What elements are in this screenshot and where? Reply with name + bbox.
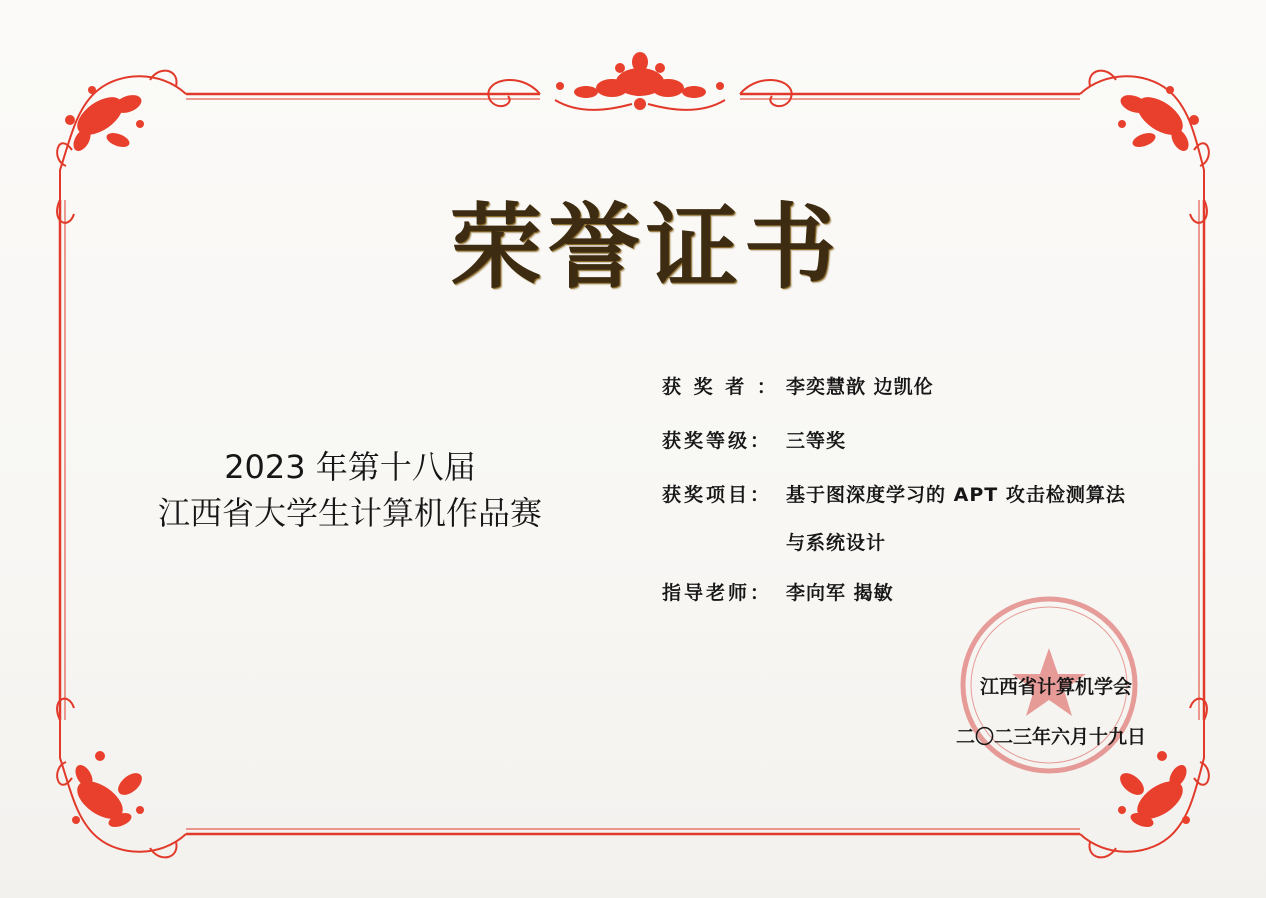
level-value: 三等奖 <box>786 430 847 452</box>
project-value-line-1: 基于图深度学习的 APT 攻击检测算法 <box>786 484 1126 506</box>
level-label: 获奖等级： <box>662 430 773 452</box>
issuer-organization: 江西省计算机学会 <box>980 676 1133 698</box>
issue-date: 二〇二三年六月十九日 <box>956 726 1147 748</box>
competition-line-2: 江西省大学生计算机作品赛 <box>157 494 542 532</box>
competition-line-1: 2023 年第十八届 <box>224 448 476 486</box>
project-value-line-2: 与系统设计 <box>786 532 887 554</box>
winners-label: 获 奖 者 ： <box>662 376 779 398</box>
certificate-title: 荣誉证书 <box>449 193 842 301</box>
competition-name <box>120 444 580 536</box>
project-label: 获奖项目： <box>662 484 773 506</box>
winners-value: 李奕慧歆 边凯伦 <box>786 376 934 398</box>
advisors-label: 指导老师： <box>662 582 773 604</box>
advisors-value: 李向军 揭敏 <box>786 582 894 604</box>
